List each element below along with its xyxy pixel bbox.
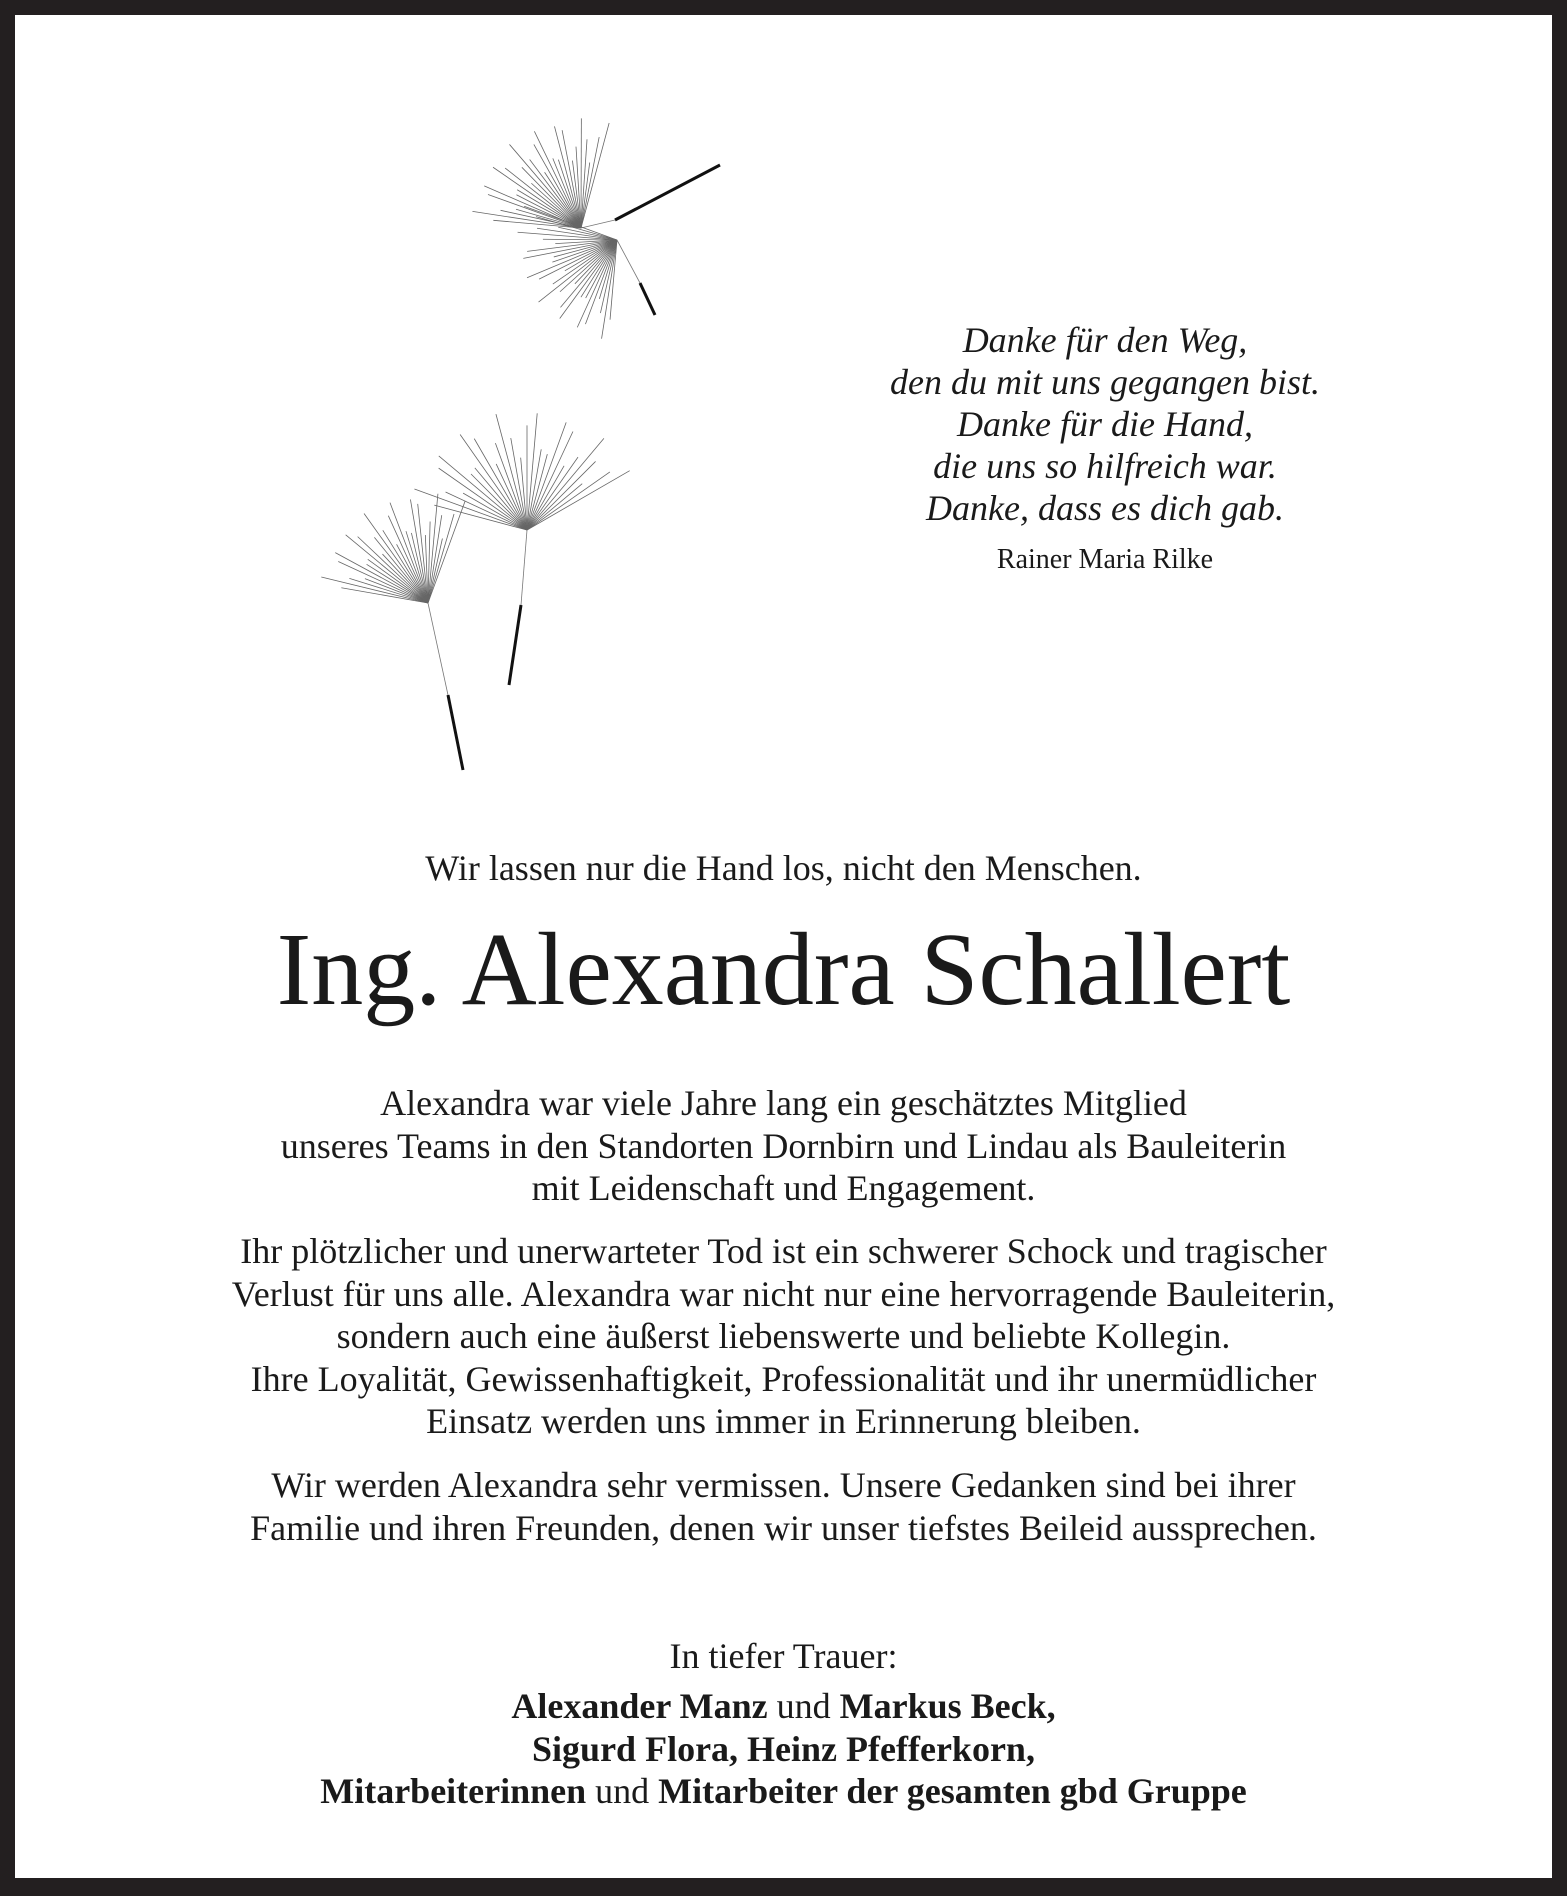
mourning-label: In tiefer Trauer: bbox=[669, 1636, 898, 1676]
paragraph-3 bbox=[15, 1464, 1552, 1549]
poem-line: Danke, dass es dich gab. bbox=[926, 488, 1284, 528]
poem-line: den du mit uns gegangen bist. bbox=[890, 362, 1320, 402]
paragraph-1 bbox=[15, 1082, 1552, 1210]
text-line: Alexandra war viele Jahre lang ein geschätztes Mitglied bbox=[380, 1083, 1187, 1123]
signers-line-3 bbox=[15, 1770, 1552, 1813]
text-line: unseres Teams in den Standorten Dornbirn und Lindau als Bauleiterin bbox=[280, 1125, 1287, 1166]
obituary-page bbox=[15, 15, 1552, 1878]
motto: Wir lassen nur die Hand los, nicht den Menschen. bbox=[425, 848, 1142, 888]
signers bbox=[15, 1685, 1552, 1813]
text-line: Wir werden Alexandra sehr vermissen. Unsere Gedanken sind bei ihrer bbox=[271, 1465, 1296, 1505]
signers-line-1 bbox=[15, 1685, 1552, 1728]
text-line: sondern auch eine äußerst liebenswerte und beliebte Kollegin. bbox=[336, 1316, 1231, 1356]
text-line: Ihr plötzlicher und unerwarteter Tod ist ein schwerer Schock und tragischer bbox=[240, 1231, 1327, 1271]
conjunction: und bbox=[595, 1771, 650, 1811]
paragraph-2 bbox=[15, 1230, 1552, 1443]
signer-name: Alexander Manz bbox=[511, 1686, 768, 1726]
text-line: mit Leidenschaft und Engagement. bbox=[531, 1168, 1036, 1208]
text-line: Familie und ihren Freunden, denen wir unser tiefstes Beileid aussprechen. bbox=[250, 1507, 1317, 1548]
text-line: Ihre Loyalität, Gewissenhaftigkeit, Professionalität und ihr unermüdlicher bbox=[250, 1358, 1317, 1399]
rilke-poem bbox=[795, 319, 1415, 581]
signer-name: Mitarbeiter der gesamten gbd Gruppe bbox=[658, 1771, 1247, 1811]
poem-line: Danke für die Hand, bbox=[957, 404, 1253, 444]
signers-line-2 bbox=[15, 1728, 1552, 1771]
signer-name: Markus Beck, bbox=[839, 1686, 1056, 1726]
signer-name: Mitarbeiterinnen bbox=[320, 1771, 587, 1811]
text-line: Einsatz werden uns immer in Erinnerung bleiben. bbox=[426, 1401, 1141, 1441]
poem-line: Danke für den Weg, bbox=[962, 320, 1248, 360]
conjunction: und bbox=[776, 1686, 831, 1726]
signer-name: Sigurd Flora, Heinz Pfefferkorn, bbox=[532, 1728, 1035, 1769]
poem-line: die uns so hilfreich war. bbox=[933, 446, 1277, 486]
text-line: Verlust für uns alle. Alexandra war nicht nur eine hervorragende Bauleiterin, bbox=[231, 1273, 1336, 1314]
deceased-name: Ing. Alexandra Schallert bbox=[276, 912, 1291, 1027]
poem-author: Rainer Maria Rilke bbox=[996, 544, 1214, 575]
